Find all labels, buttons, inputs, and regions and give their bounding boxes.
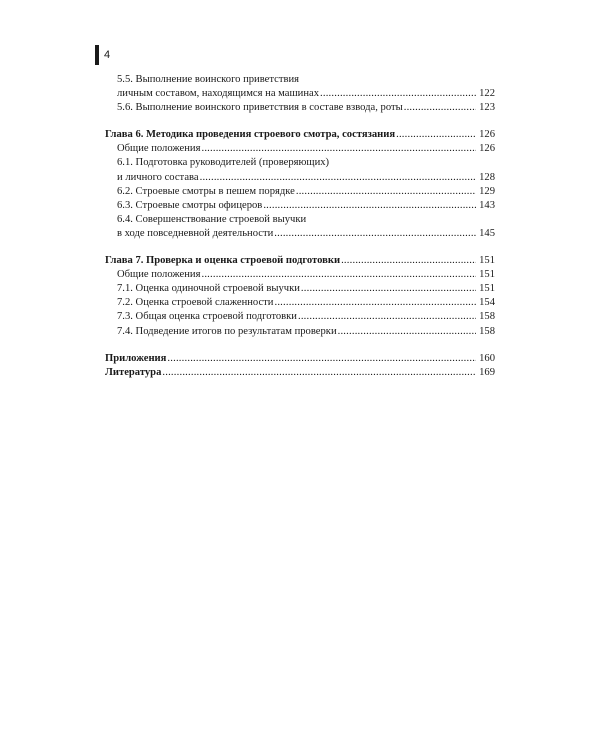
toc-page-number: 151 [479,255,495,267]
chapter-title: Приложения [105,352,167,364]
toc-page-number: 158 [479,311,495,323]
toc-entry-6-2[interactable] [105,185,495,199]
dot-leader [396,128,476,142]
toc-page-number: 122 [479,88,495,100]
toc-literature[interactable] [105,366,495,380]
toc-entry-6-1-line1 [105,156,495,170]
dot-leader [274,227,476,241]
dot-leader [263,199,476,213]
toc-entry-text: 6.4. Совершенствование строевой выучки [117,213,307,225]
dot-leader [201,268,476,282]
chapter-title: Глава 6. Методика проведения строевого смотра, состязания [105,129,396,141]
toc-page-number: 126 [479,143,495,155]
toc-entry-text: 7.1. Оценка одиночной строевой выучки [117,283,300,295]
toc-page-number: 169 [479,366,495,378]
dot-leader [274,296,476,310]
toc-entry-text: 7.4. Подведение итогов по результатам проверки [117,325,337,337]
dot-leader [200,171,477,185]
toc-page-number: 143 [479,199,495,211]
toc-entry-text: и личного состава [117,171,199,183]
toc-chapter-6[interactable] [105,128,495,142]
dot-leader [301,282,476,296]
toc-entry-6-4-line1 [105,213,495,227]
table-of-contents [105,73,495,380]
dot-leader [296,185,476,199]
toc-entry-text: 7.2. Оценка строевой слаженности [117,297,274,309]
toc-entry-7-general[interactable] [105,268,495,282]
toc-entry-6-4[interactable] [105,227,495,241]
toc-entry-text: 5.5. Выполнение воинского приветствия [117,74,300,85]
toc-entry-6-3[interactable] [105,199,495,213]
toc-entry-6-1[interactable] [105,171,495,185]
dot-leader [338,325,477,339]
toc-entry-5-5-line1 [105,73,495,87]
dot-leader [167,352,476,366]
toc-page-number: 129 [479,185,495,197]
spacer [105,339,495,352]
dot-leader [162,366,476,380]
toc-entry-6-general[interactable] [105,142,495,156]
toc-page-number: 154 [479,297,495,309]
toc-page-number: 160 [479,352,495,364]
toc-entry-text: 7.3. Общая оценка строевой подготовки [117,311,297,323]
toc-entry-5-5[interactable] [105,87,495,101]
toc-page-number: 158 [479,325,495,337]
toc-entry-text: 6.3. Строевые смотры офицеров [117,199,263,211]
dot-leader [298,310,476,324]
spacer [105,241,495,254]
toc-page-number: 123 [479,102,495,114]
toc-entry-text: 6.2. Строевые смотры в пешем порядке [117,185,295,197]
toc-page-number: 145 [479,227,495,239]
toc-page-number: 151 [479,283,495,295]
toc-entry-7-2[interactable] [105,296,495,310]
toc-entry-text: Общие положения [117,269,201,281]
toc-entry-5-6[interactable] [105,101,495,115]
page-number: 4 [104,49,111,61]
dot-leader [341,254,476,268]
chapter-title: Глава 7. Проверка и оценка строевой подготовки [105,255,341,267]
toc-entry-7-1[interactable] [105,282,495,296]
toc-entry-text: 6.1. Подготовка руководителей (проверяющих) [117,157,330,169]
toc-entry-7-4[interactable] [105,325,495,339]
toc-entry-7-3[interactable] [105,310,495,324]
dot-leader [201,142,476,156]
toc-entry-text: личным составом, находящимся на машинах [117,88,319,100]
chapter-title: Литература [105,366,162,378]
spacer [105,115,495,128]
toc-entry-text: 5.6. Выполнение воинского приветствия в составе взвода, роты [117,102,403,114]
dot-leader [404,101,476,115]
toc-entry-text: Общие положения [117,143,201,155]
page-marker-bar [95,45,99,65]
toc-entry-text: в ходе повседневной деятельности [117,227,274,239]
toc-appendix[interactable] [105,352,495,366]
toc-page-number: 126 [479,129,495,141]
toc-chapter-7[interactable] [105,254,495,268]
toc-page-number: 128 [479,171,495,183]
dot-leader [320,87,476,101]
toc-page-number: 151 [479,269,495,281]
